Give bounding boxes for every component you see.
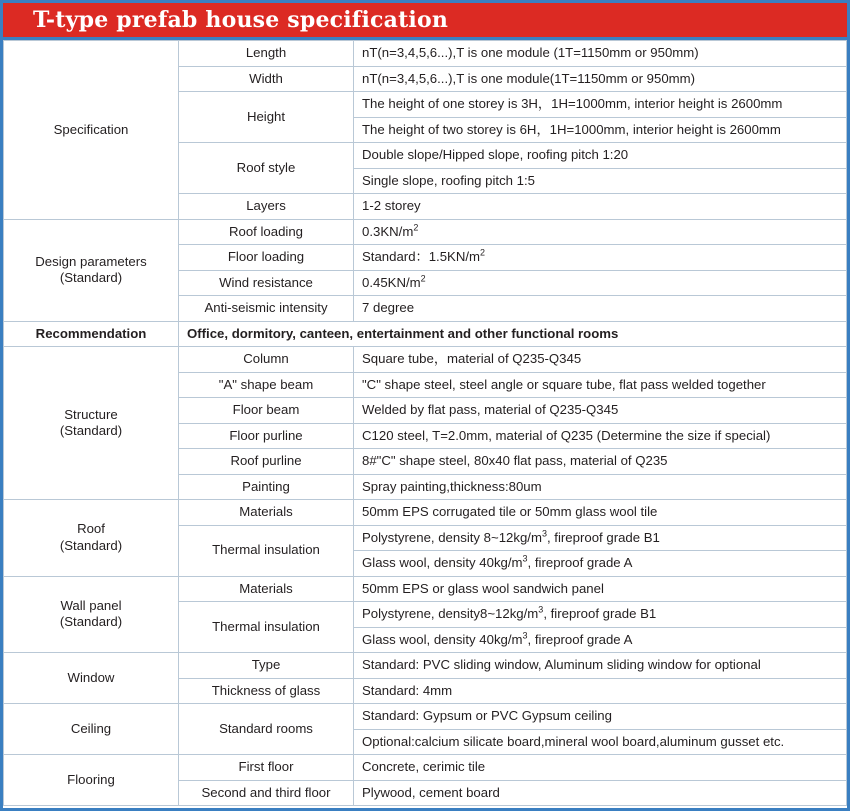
sub-painting: Painting [179,474,354,500]
sub-thickness-of-glass: Thickness of glass [179,678,354,704]
sub-column: Column [179,347,354,373]
category-design-parameters-line1: Design parameters [35,253,147,269]
sub-wall-thermal-insulation: Thermal insulation [179,602,354,653]
value-roof-loading [354,219,847,245]
value-roof-loading-text: 0.3KN/m [362,223,414,239]
superscript-3: 3 [522,553,528,564]
superscript-3: 3 [538,604,544,615]
superscript-2: 2 [420,273,426,284]
value-wall-polystyrene [354,602,847,628]
value-wall-materials: 50mm EPS or glass wool sandwich panel [354,576,847,602]
category-specification: Specification [4,41,179,220]
value-second-third-floor: Plywood, cement board [354,780,847,806]
value-roof-polystyrene [354,525,847,551]
superscript-3: 3 [541,528,547,539]
sub-standard-rooms: Standard rooms [179,704,354,755]
value-anti-seismic-intensity: 7 degree [354,296,847,322]
category-roof-line1: Roof [77,521,105,537]
sub-layers: Layers [179,194,354,220]
sub-length: Length [179,41,354,67]
table-row [4,704,847,730]
sub-roof-materials: Materials [179,500,354,526]
value-wall-polystyrene-b: , fireproof grade B1 [543,606,657,621]
value-floor-loading [354,245,847,271]
value-height-one-storey: The height of one storey is 3H，1H=1000mm, interior height is 2600mm [354,92,847,118]
sub-wind-resistance: Wind resistance [179,270,354,296]
category-window: Window [4,653,179,704]
superscript-2: 2 [413,222,419,233]
value-ceiling-optional: Optional:calcium silicate board,mineral wool board,aluminum gusset etc. [354,729,847,755]
value-floor-loading-text: Standard：1.5KN/m [362,249,481,264]
table-row [4,576,847,602]
category-roof [4,500,179,577]
table-row [4,500,847,526]
sub-first-floor: First floor [179,755,354,781]
value-roof-polystyrene-b: , fireproof grade B1 [546,529,660,545]
value-wall-polystyrene-a: Polystyrene, density8~12kg/m [362,606,539,621]
superscript-3: 3 [522,630,528,641]
table-row [4,219,847,245]
value-roof-glass-wool-a: Glass wool, density 40kg/m [362,555,523,570]
sub-a-shape-beam: "A" shape beam [179,372,354,398]
value-length: nT(n=3,4,5,6...),T is one module (1T=1150mm or 950mm) [354,41,847,67]
value-wall-glass-wool [354,627,847,653]
sub-floor-beam: Floor beam [179,398,354,424]
value-wall-glass-wool-b: , fireproof grade A [527,631,633,647]
value-a-shape-beam: "C" shape steel, steel angle or square tube, flat pass welded together [354,372,847,398]
value-wind-resistance [354,270,847,296]
table-row [4,755,847,781]
value-roof-glass-wool [354,551,847,577]
sub-second-third-floor: Second and third floor [179,780,354,806]
category-recommendation: Recommendation [4,321,179,347]
sub-roof-thermal-insulation: Thermal insulation [179,525,354,576]
sub-anti-seismic-intensity: Anti-seismic intensity [179,296,354,322]
value-floor-purline: C120 steel, T=2.0mm, material of Q235 (Determine the size if special) [354,423,847,449]
value-recommendation: Office, dormitory, canteen, entertainment and other functional rooms [179,321,847,347]
value-roof-glass-wool-b: , fireproof grade A [527,555,633,570]
page-title: T-type prefab house specification [33,7,449,33]
value-roof-purline: 8#"C" shape steel, 80x40 flat pass, material of Q235 [354,449,847,475]
sub-roof-style: Roof style [179,143,354,194]
table-row [4,347,847,373]
category-structure [4,347,179,500]
value-floor-beam: Welded by flat pass, material of Q235-Q345 [354,398,847,424]
sub-wall-materials: Materials [179,576,354,602]
value-column: Square tube，material of Q235-Q345 [354,347,847,373]
category-ceiling: Ceiling [4,704,179,755]
category-design-parameters [4,219,179,321]
category-roof-line2: (Standard) [59,537,123,553]
table-row [4,321,847,347]
value-roof-style-single: Single slope, roofing pitch 1:5 [354,168,847,194]
sub-floor-loading: Floor loading [179,245,354,271]
value-roof-style-double: Double slope/Hipped slope, roofing pitch 1:20 [354,143,847,169]
sub-roof-purline: Roof purline [179,449,354,475]
value-roof-materials: 50mm EPS corrugated tile or 50mm glass wool tile [354,500,847,526]
sub-width: Width [179,66,354,92]
table-row [4,653,847,679]
category-structure-line2: (Standard) [59,423,123,438]
value-ceiling-standard: Standard: Gypsum or PVC Gypsum ceiling [354,704,847,730]
sub-floor-purline: Floor purline [179,423,354,449]
value-layers: 1-2 storey [354,194,847,220]
value-wind-resistance-text: 0.45KN/m [362,274,421,290]
value-roof-polystyrene-a: Polystyrene, density 8~12kg/m [362,529,542,545]
category-design-parameters-line2: (Standard) [59,270,123,285]
value-height-two-storey: The height of two storey is 6H，1H=1000mm, interior height is 2600mm [354,117,847,143]
sub-roof-loading: Roof loading [179,219,354,245]
category-structure-line1: Structure [64,406,118,422]
category-wall-panel-line2: (Standard) [59,614,123,630]
value-thickness-of-glass: Standard: 4mm [354,678,847,704]
table-row [4,41,847,67]
superscript-2: 2 [480,247,486,258]
value-width: nT(n=3,4,5,6...),T is one module(1T=1150mm or 950mm) [354,66,847,92]
value-painting: Spray painting,thickness:80um [354,474,847,500]
value-first-floor: Concrete, cerimic tile [354,755,847,781]
category-wall-panel [4,576,179,653]
value-window-type: Standard: PVC sliding window, Aluminum sliding window for optional [354,653,847,679]
category-flooring: Flooring [4,755,179,806]
sub-height: Height [179,92,354,143]
value-wall-glass-wool-a: Glass wool, density 40kg/m [362,631,523,647]
specification-table [3,40,847,806]
sub-window-type: Type [179,653,354,679]
category-wall-panel-line1: Wall panel [60,597,122,613]
title-bar [3,3,847,40]
